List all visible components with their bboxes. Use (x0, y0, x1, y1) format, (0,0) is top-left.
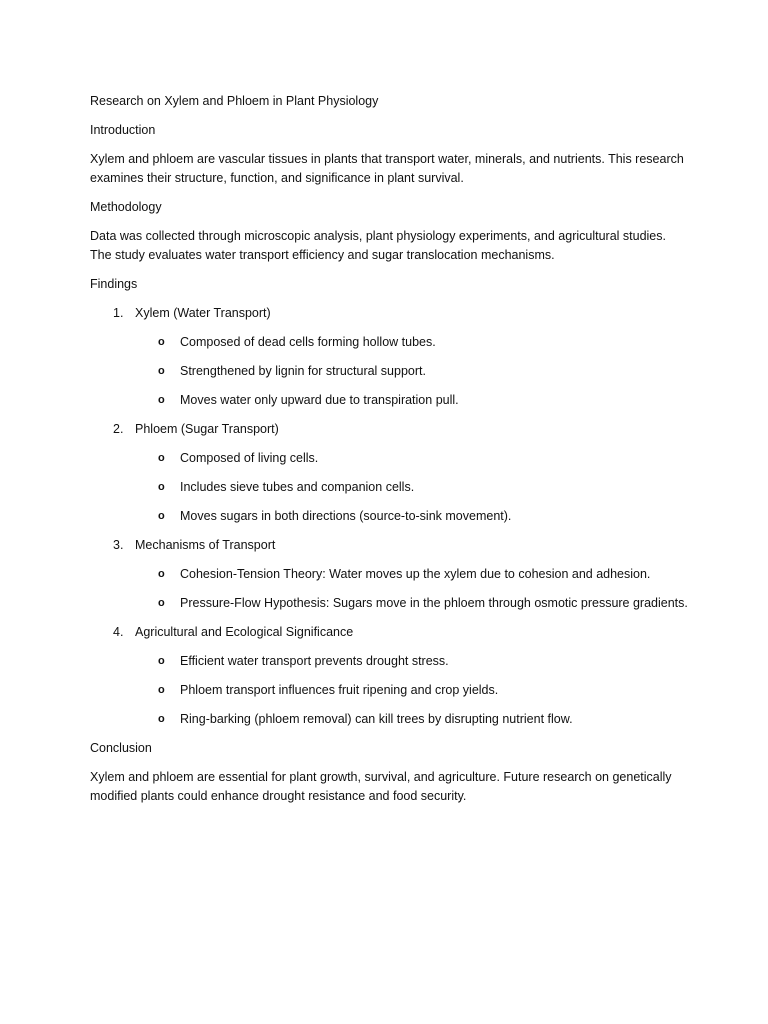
bullet-icon: o (158, 597, 165, 609)
list-number: 4. (113, 625, 124, 639)
sub-list (135, 565, 690, 613)
findings-item (90, 420, 690, 526)
findings-item (90, 304, 690, 410)
sub-list-item (135, 681, 690, 700)
bullet-icon: o (158, 481, 165, 493)
sub-list-item (135, 478, 690, 497)
bullet-icon: o (158, 510, 165, 522)
sub-list-item (135, 565, 690, 584)
sub-list-text: Moves water only upward due to transpiration pull. (180, 393, 459, 407)
list-number: 2. (113, 422, 124, 436)
sub-list-text: Composed of living cells. (180, 451, 319, 465)
sub-list (135, 449, 690, 526)
bullet-icon: o (158, 452, 165, 464)
sub-list-item (135, 333, 690, 352)
findings-heading: Findings (90, 277, 138, 291)
conclusion-heading: Conclusion (90, 741, 152, 755)
introduction-text: Xylem and phloem are vascular tissues in plants that transport water, minerals, and nutrients. This research examines their structure, function, and significance in plant survival. (90, 152, 684, 185)
list-number: 1. (113, 306, 124, 320)
findings-item-label: Agricultural and Ecological Significance (135, 625, 354, 639)
findings-item-label: Mechanisms of Transport (135, 538, 276, 552)
sub-list-text: Efficient water transport prevents drought stress. (180, 654, 449, 668)
sub-list (135, 333, 690, 410)
bullet-icon: o (158, 713, 165, 725)
findings-list (90, 304, 690, 729)
findings-item-label: Xylem (Water Transport) (135, 306, 271, 320)
findings-item (90, 536, 690, 613)
methodology-heading: Methodology (90, 200, 162, 214)
findings-item-label: Phloem (Sugar Transport) (135, 422, 279, 436)
document-page (90, 92, 690, 816)
sub-list-item (135, 652, 690, 671)
bullet-icon: o (158, 394, 165, 406)
sub-list-item (135, 710, 690, 729)
sub-list-item (135, 449, 690, 468)
bullet-icon: o (158, 336, 165, 348)
sub-list (135, 652, 690, 729)
sub-list-text: Moves sugars in both directions (source-to-sink movement). (180, 509, 512, 523)
sub-list-text: Composed of dead cells forming hollow tubes. (180, 335, 436, 349)
sub-list-item (135, 594, 690, 613)
introduction-heading: Introduction (90, 123, 156, 137)
bullet-icon: o (158, 655, 165, 667)
findings-item (90, 623, 690, 729)
methodology-text: Data was collected through microscopic analysis, plant physiology experiments, and agricultural studies. The study evaluates water transport efficiency and sugar translocation mechanisms. (90, 229, 666, 262)
bullet-icon: o (158, 568, 165, 580)
sub-list-text: Phloem transport influences fruit ripening and crop yields. (180, 683, 499, 697)
sub-list-text: Ring-barking (phloem removal) can kill trees by disrupting nutrient flow. (180, 712, 573, 726)
sub-list-item (135, 391, 690, 410)
sub-list-text: Includes sieve tubes and companion cells. (180, 480, 415, 494)
sub-list-text: Cohesion-Tension Theory: Water moves up the xylem due to cohesion and adhesion. (180, 567, 651, 581)
sub-list-item (135, 507, 690, 526)
list-number: 3. (113, 538, 124, 552)
conclusion-text: Xylem and phloem are essential for plant growth, survival, and agriculture. Future research on genetically modified plants could enhance drought resistance and food security. (90, 770, 672, 803)
sub-list-text: Pressure-Flow Hypothesis: Sugars move in the phloem through osmotic pressure gradients. (180, 596, 688, 610)
bullet-icon: o (158, 365, 165, 377)
sub-list-item (135, 362, 690, 381)
document-title: Research on Xylem and Phloem in Plant Physiology (90, 94, 379, 108)
bullet-icon: o (158, 684, 165, 696)
sub-list-text: Strengthened by lignin for structural support. (180, 364, 426, 378)
